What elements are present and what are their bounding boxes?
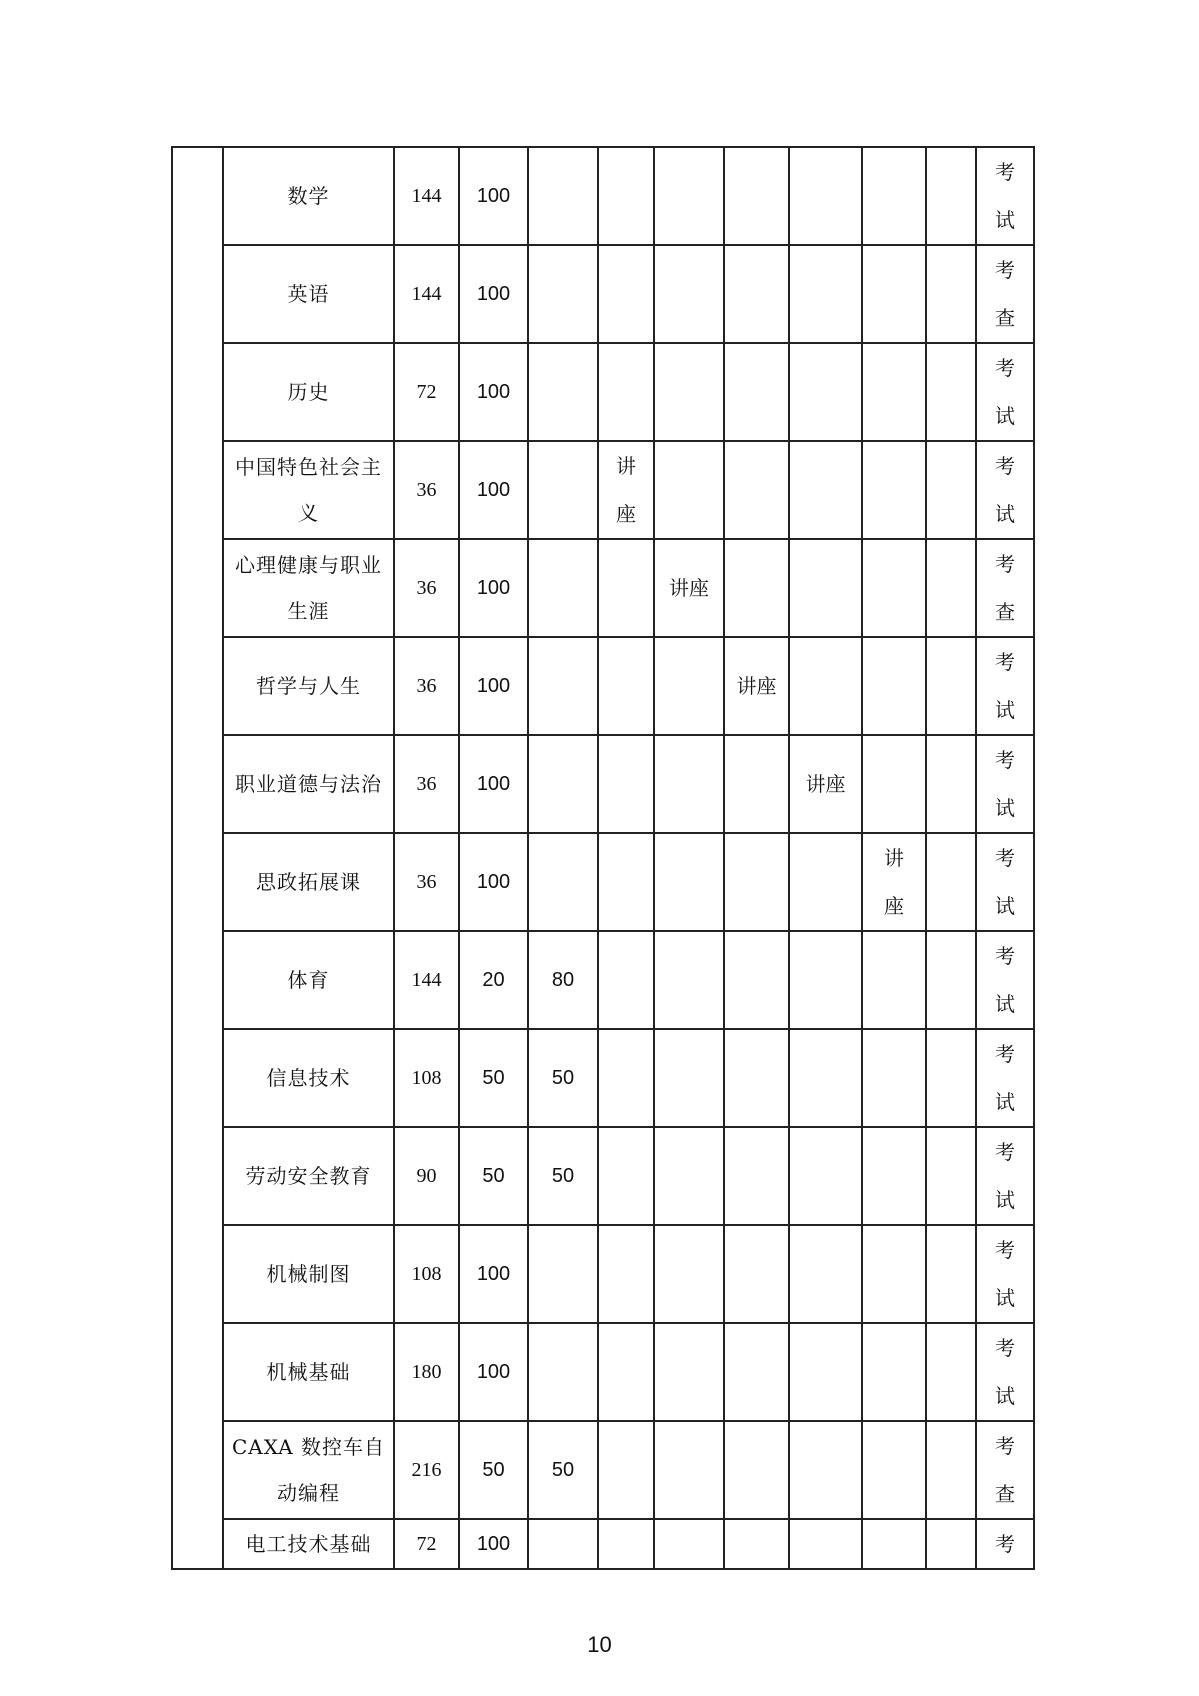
semester-cell-1: [598, 735, 654, 833]
table-row: [172, 441, 1034, 539]
table-row: [172, 147, 1034, 245]
hours-cell: 216: [394, 1421, 459, 1519]
semester-cell-6: [926, 147, 976, 245]
table-row: [172, 245, 1034, 343]
semester-cell-5: [862, 1225, 926, 1323]
practice-percent-cell: [528, 539, 598, 637]
table-row: [172, 343, 1034, 441]
practice-percent-cell: [528, 1225, 598, 1323]
assessment-cell: 考 试: [976, 735, 1034, 833]
semester-cell-5: [862, 343, 926, 441]
table-row: [172, 1323, 1034, 1421]
assessment-cell: 考 试: [976, 931, 1034, 1029]
semester-cell-3: [724, 1323, 789, 1421]
semester-cell-5: [862, 245, 926, 343]
semester-cell-3: [724, 735, 789, 833]
practice-percent-cell: [528, 833, 598, 931]
semester-cell-5: [862, 637, 926, 735]
semester-cell-4: [789, 1323, 862, 1421]
semester-cell-1: [598, 833, 654, 931]
practice-percent-cell: [528, 441, 598, 539]
semester-cell-4: [789, 637, 862, 735]
semester-cell-3: [724, 1127, 789, 1225]
assessment-cell: 考 试: [976, 1127, 1034, 1225]
semester-cell-6: [926, 1225, 976, 1323]
semester-cell-2: [654, 1127, 724, 1225]
semester-cell-1: [598, 147, 654, 245]
semester-cell-3: [724, 147, 789, 245]
practice-percent-cell: 50: [528, 1421, 598, 1519]
semester-cell-5: [862, 1029, 926, 1127]
semester-cell-2: [654, 1421, 724, 1519]
semester-cell-2: [654, 833, 724, 931]
assessment-cell: 考 查: [976, 1421, 1034, 1519]
semester-cell-3: [724, 539, 789, 637]
semester-cell-5: [862, 1421, 926, 1519]
semester-cell-1: [598, 539, 654, 637]
semester-cell-2: [654, 441, 724, 539]
table-row: [172, 1421, 1034, 1519]
semester-cell-4: [789, 343, 862, 441]
assessment-cell: 考 试: [976, 1225, 1034, 1323]
semester-cell-1: [598, 637, 654, 735]
semester-cell-6: [926, 1029, 976, 1127]
assessment-cell: 考 试: [976, 1323, 1034, 1421]
practice-percent-cell: [528, 1323, 598, 1421]
semester-cell-5: [862, 1127, 926, 1225]
semester-cell-6: [926, 1421, 976, 1519]
category-cell: [172, 147, 223, 1569]
semester-cell-2: [654, 343, 724, 441]
practice-percent-cell: [528, 637, 598, 735]
practice-percent-cell: [528, 147, 598, 245]
hours-cell: 36: [394, 441, 459, 539]
table-row: [172, 735, 1034, 833]
semester-cell-6: [926, 245, 976, 343]
lecture-cell: 讲座: [654, 539, 724, 637]
assessment-cell: 考 试: [976, 637, 1034, 735]
hours-cell: 36: [394, 735, 459, 833]
course-name-cell: 电工技术基础: [223, 1519, 394, 1569]
theory-percent-cell: 100: [459, 1225, 528, 1323]
semester-cell-6: [926, 735, 976, 833]
semester-cell-5: [862, 1323, 926, 1421]
lecture-cell: 讲座: [724, 637, 789, 735]
semester-cell-5: [862, 1519, 926, 1569]
course-name-cell: 英语: [223, 245, 394, 343]
table-row: [172, 637, 1034, 735]
semester-cell-6: [926, 343, 976, 441]
semester-cell-2: [654, 245, 724, 343]
course-name-cell: 历史: [223, 343, 394, 441]
semester-cell-4: [789, 1127, 862, 1225]
theory-percent-cell: 100: [459, 147, 528, 245]
semester-cell-3: [724, 343, 789, 441]
semester-cell-3: [724, 931, 789, 1029]
theory-percent-cell: 100: [459, 1323, 528, 1421]
table-row: [172, 1029, 1034, 1127]
lecture-cell: 讲 座: [598, 441, 654, 539]
hours-cell: 36: [394, 833, 459, 931]
semester-cell-4: [789, 833, 862, 931]
semester-cell-1: [598, 1323, 654, 1421]
semester-cell-3: [724, 441, 789, 539]
assessment-cell: 考 查: [976, 539, 1034, 637]
table-row: [172, 539, 1034, 637]
semester-cell-3: [724, 833, 789, 931]
hours-cell: 144: [394, 245, 459, 343]
course-name-cell: 体育: [223, 931, 394, 1029]
semester-cell-6: [926, 931, 976, 1029]
practice-percent-cell: [528, 343, 598, 441]
theory-percent-cell: 100: [459, 1519, 528, 1569]
course-name-cell: 哲学与人生: [223, 637, 394, 735]
theory-percent-cell: 100: [459, 539, 528, 637]
course-name-cell: 机械制图: [223, 1225, 394, 1323]
hours-cell: 36: [394, 637, 459, 735]
semester-cell-5: [862, 539, 926, 637]
table-row: [172, 931, 1034, 1029]
semester-cell-2: [654, 1519, 724, 1569]
lecture-cell: 讲 座: [862, 833, 926, 931]
semester-cell-4: [789, 441, 862, 539]
semester-cell-3: [724, 1225, 789, 1323]
lecture-cell: 讲座: [789, 735, 862, 833]
semester-cell-2: [654, 931, 724, 1029]
semester-cell-3: [724, 245, 789, 343]
theory-percent-cell: 20: [459, 931, 528, 1029]
table-row: [172, 1127, 1034, 1225]
semester-cell-2: [654, 1323, 724, 1421]
semester-cell-6: [926, 1323, 976, 1421]
semester-cell-3: [724, 1029, 789, 1127]
assessment-cell: 考 试: [976, 147, 1034, 245]
table-row: [172, 1519, 1034, 1569]
semester-cell-1: [598, 931, 654, 1029]
semester-cell-2: [654, 735, 724, 833]
semester-cell-4: [789, 1225, 862, 1323]
theory-percent-cell: 100: [459, 245, 528, 343]
hours-cell: 72: [394, 1519, 459, 1569]
practice-percent-cell: [528, 735, 598, 833]
practice-percent-cell: 50: [528, 1029, 598, 1127]
semester-cell-3: [724, 1519, 789, 1569]
hours-cell: 180: [394, 1323, 459, 1421]
semester-cell-5: [862, 441, 926, 539]
semester-cell-4: [789, 931, 862, 1029]
hours-cell: 108: [394, 1029, 459, 1127]
semester-cell-2: [654, 147, 724, 245]
semester-cell-1: [598, 1127, 654, 1225]
semester-cell-6: [926, 833, 976, 931]
semester-cell-6: [926, 1519, 976, 1569]
course-name-cell: CAXA 数控车自动编程: [223, 1421, 394, 1519]
semester-cell-1: [598, 1421, 654, 1519]
assessment-cell: 考: [976, 1519, 1034, 1569]
course-name-cell: 机械基础: [223, 1323, 394, 1421]
course-name-cell: 职业道德与法治: [223, 735, 394, 833]
hours-cell: 36: [394, 539, 459, 637]
course-name-cell: 数学: [223, 147, 394, 245]
assessment-cell: 考 试: [976, 441, 1034, 539]
semester-cell-5: [862, 931, 926, 1029]
semester-cell-4: [789, 245, 862, 343]
semester-cell-6: [926, 1127, 976, 1225]
course-name-cell: 思政拓展课: [223, 833, 394, 931]
theory-percent-cell: 100: [459, 441, 528, 539]
theory-percent-cell: 100: [459, 735, 528, 833]
semester-cell-5: [862, 735, 926, 833]
theory-percent-cell: 100: [459, 637, 528, 735]
practice-percent-cell: [528, 1519, 598, 1569]
semester-cell-6: [926, 441, 976, 539]
theory-percent-cell: 100: [459, 833, 528, 931]
course-name-cell: 心理健康与职业生涯: [223, 539, 394, 637]
semester-cell-1: [598, 1519, 654, 1569]
hours-cell: 108: [394, 1225, 459, 1323]
semester-cell-4: [789, 1029, 862, 1127]
theory-percent-cell: 50: [459, 1029, 528, 1127]
hours-cell: 90: [394, 1127, 459, 1225]
course-name-cell: 中国特色社会主义: [223, 441, 394, 539]
semester-cell-6: [926, 637, 976, 735]
semester-cell-4: [789, 147, 862, 245]
practice-percent-cell: 80: [528, 931, 598, 1029]
course-name-cell: 信息技术: [223, 1029, 394, 1127]
semester-cell-4: [789, 539, 862, 637]
page-number: 10: [587, 1632, 612, 1657]
theory-percent-cell: 50: [459, 1421, 528, 1519]
assessment-cell: 考 查: [976, 245, 1034, 343]
practice-percent-cell: [528, 245, 598, 343]
semester-cell-1: [598, 1225, 654, 1323]
semester-cell-1: [598, 245, 654, 343]
assessment-cell: 考 试: [976, 833, 1034, 931]
theory-percent-cell: 100: [459, 343, 528, 441]
semester-cell-1: [598, 1029, 654, 1127]
course-schedule-table: [171, 146, 1035, 1570]
practice-percent-cell: 50: [528, 1127, 598, 1225]
semester-cell-5: [862, 147, 926, 245]
semester-cell-6: [926, 539, 976, 637]
semester-cell-4: [789, 1519, 862, 1569]
table-row: [172, 1225, 1034, 1323]
hours-cell: 144: [394, 931, 459, 1029]
table-body: [172, 147, 1034, 1569]
semester-cell-4: [789, 1421, 862, 1519]
assessment-cell: 考 试: [976, 1029, 1034, 1127]
table-row: [172, 833, 1034, 931]
course-name-cell: 劳动安全教育: [223, 1127, 394, 1225]
semester-cell-2: [654, 1225, 724, 1323]
semester-cell-2: [654, 637, 724, 735]
semester-cell-2: [654, 1029, 724, 1127]
hours-cell: 144: [394, 147, 459, 245]
hours-cell: 72: [394, 343, 459, 441]
semester-cell-1: [598, 343, 654, 441]
theory-percent-cell: 50: [459, 1127, 528, 1225]
semester-cell-3: [724, 1421, 789, 1519]
assessment-cell: 考 试: [976, 343, 1034, 441]
